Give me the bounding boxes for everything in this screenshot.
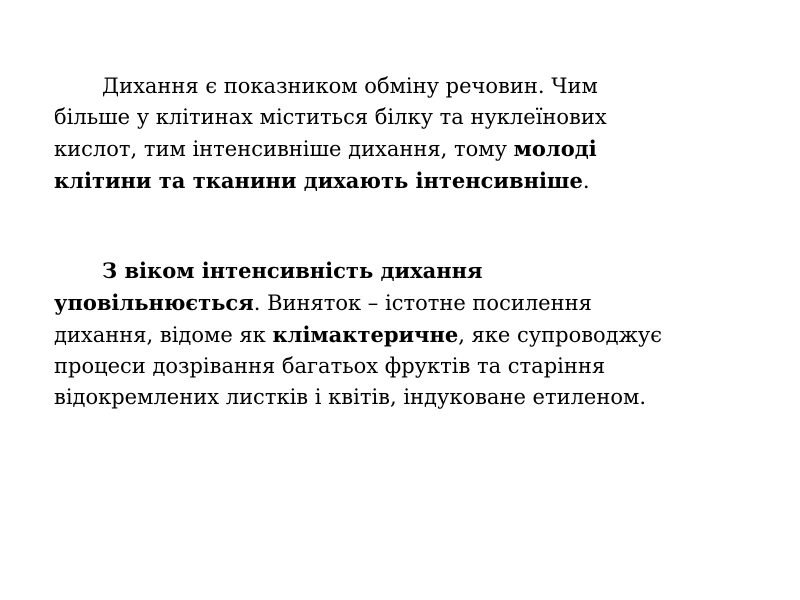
emphasis-text: З віком інтенсивність дихання	[102, 258, 483, 283]
paragraph-line	[54, 165, 754, 197]
text-run: процеси дозрівання багатьох фруктів та старіння	[54, 354, 606, 378]
paragraph-line	[54, 351, 754, 382]
text-run: Дихання є показником обміну речовин. Чим	[102, 74, 598, 98]
emphasis-text: молоді	[513, 136, 597, 161]
paragraph-line	[54, 133, 754, 165]
paragraph-line	[54, 319, 754, 351]
paragraph-line	[54, 71, 754, 102]
text-run: . Виняток – істотне посилення	[253, 291, 592, 315]
text-run: кислот, тим інтенсивніше дихання, тому	[54, 137, 514, 161]
paragraph-line	[54, 102, 754, 133]
text-run: дихання, відоме як	[54, 323, 273, 347]
text-run: відокремлених листків і квітів, індуковане етиленом.	[54, 385, 647, 409]
text-run: .	[582, 169, 590, 193]
emphasis-text: клітини та тканини дихають інтенсивніше	[54, 168, 583, 193]
paragraph-line	[54, 255, 754, 287]
emphasis-text: уповільнюється	[54, 290, 254, 315]
paragraph-line	[54, 382, 754, 413]
emphasis-text: клімактеричне	[272, 322, 459, 347]
text-run: , яке супроводжує	[458, 323, 663, 347]
paragraph-line	[54, 287, 754, 319]
paragraph-respiration-metabolism	[54, 71, 754, 197]
text-run: більше у клітинах міститься білку та нуклеїнових	[54, 105, 607, 129]
paragraph-age-respiration	[54, 255, 754, 413]
